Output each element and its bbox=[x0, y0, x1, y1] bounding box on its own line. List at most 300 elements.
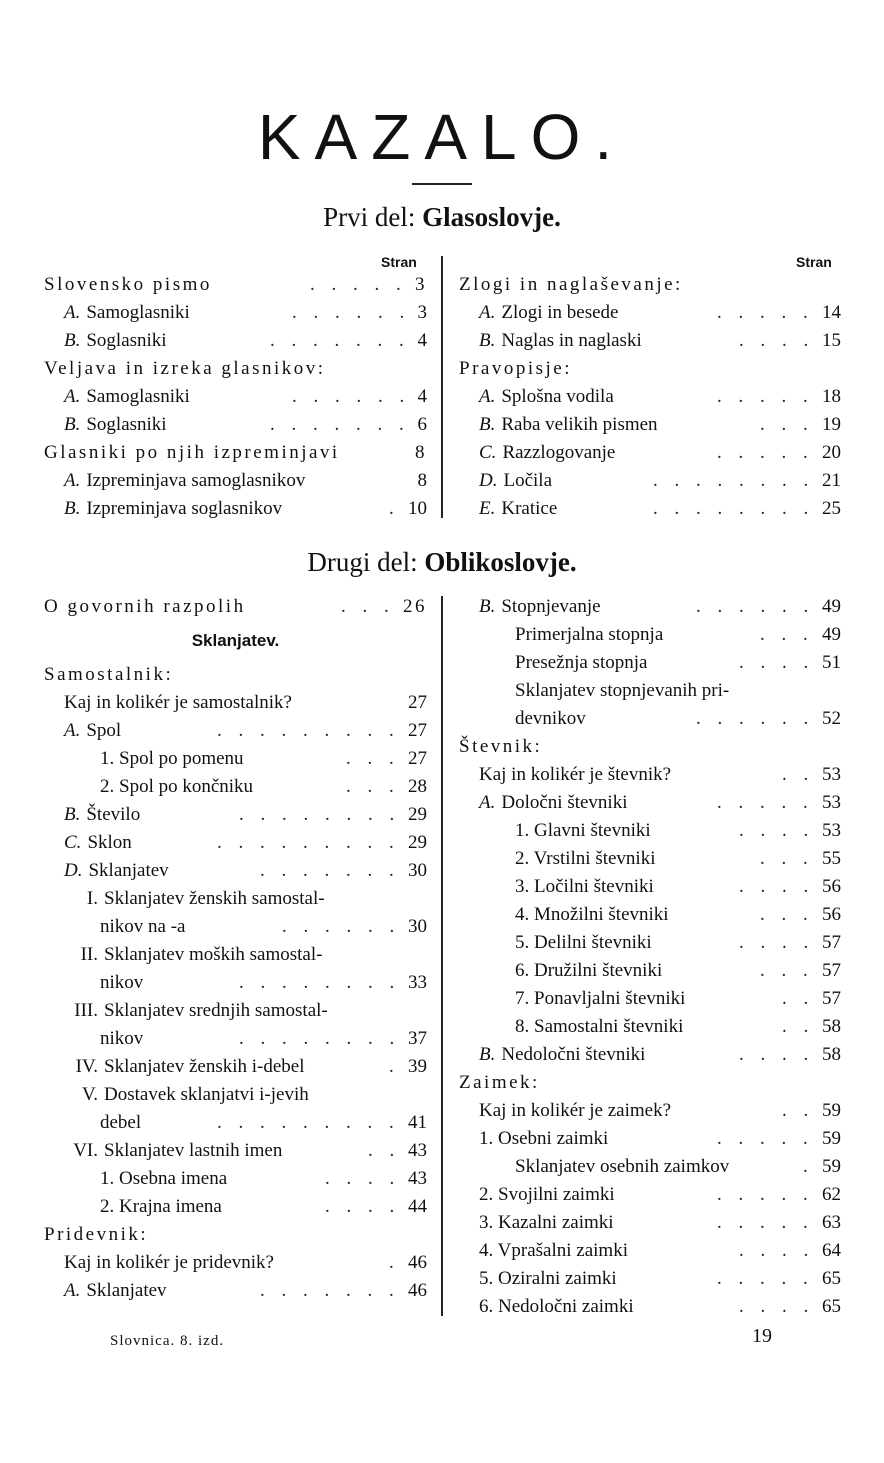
entry-label: nikov bbox=[100, 1028, 144, 1049]
page-number: 56 bbox=[822, 876, 841, 897]
entry-letter: B. bbox=[64, 330, 81, 351]
entry-label: 5. Delilni števniki bbox=[515, 932, 652, 953]
entry-text bbox=[479, 1293, 634, 1321]
entry-text bbox=[60, 885, 325, 913]
entry-letter: C. bbox=[64, 832, 82, 853]
entry-label: Presežnja stopnja bbox=[515, 652, 648, 673]
entry-letter: B. bbox=[479, 330, 496, 351]
toc-entry bbox=[459, 1125, 841, 1153]
column-divider bbox=[441, 596, 443, 1316]
leader-dots: . . . . . bbox=[717, 302, 814, 323]
leader-dots: . . . . bbox=[739, 1240, 815, 1261]
page-number: 27 bbox=[408, 748, 427, 769]
toc-entry bbox=[459, 327, 841, 355]
entry-text bbox=[515, 1013, 683, 1041]
entry-label: O govornih razpolih bbox=[44, 596, 246, 617]
entry-label: 1. Spol po pomenu bbox=[100, 748, 244, 769]
entry-label: Kratice bbox=[501, 498, 558, 519]
entry-text bbox=[64, 689, 292, 717]
entry-text bbox=[459, 355, 572, 383]
entry-label: Sklanjatev stopnjevanih pri- bbox=[515, 680, 730, 701]
leader-dots: . . . . bbox=[739, 932, 815, 953]
toc-entry bbox=[44, 495, 427, 523]
toc-entry bbox=[44, 299, 427, 327]
entry-label: Sklanjatev ženskih i-debel bbox=[104, 1056, 305, 1077]
toc-entry bbox=[459, 1153, 841, 1181]
leader-dots: . . . . . . . . bbox=[653, 470, 815, 491]
page-number: 37 bbox=[408, 1028, 427, 1049]
leader-dots: . . . . . . . bbox=[260, 1280, 400, 1301]
section-subheading: Sklanjatev. bbox=[191, 631, 280, 650]
page-number: 46 bbox=[408, 1252, 427, 1273]
toc-entry bbox=[44, 773, 427, 801]
entry-text bbox=[100, 1025, 143, 1053]
entry-label: Sklanjatev lastnih imen bbox=[104, 1140, 283, 1161]
toc-entry bbox=[459, 1013, 841, 1041]
entry-text bbox=[515, 985, 685, 1013]
entry-text bbox=[515, 845, 656, 873]
leader-dots: . . bbox=[782, 1016, 815, 1037]
entry-label: Stopnjevanje bbox=[501, 596, 601, 617]
entry-label: Pravopisje: bbox=[459, 358, 572, 379]
leader-dots: . . . . . . . . . bbox=[217, 832, 400, 853]
leader-dots: . bbox=[803, 1156, 814, 1177]
toc-entry bbox=[44, 1109, 427, 1137]
page-title: KAZALO. bbox=[257, 101, 627, 173]
entry-label: 5. Oziralni zaimki bbox=[479, 1268, 617, 1289]
entry-label: 3. Ločilni števniki bbox=[515, 876, 654, 897]
toc-entry bbox=[459, 495, 841, 523]
entry-letter: A. bbox=[64, 1280, 81, 1301]
part2-name: Oblikoslovje. bbox=[424, 547, 577, 577]
entry-text bbox=[479, 1237, 628, 1265]
entry-label: Pridevnik: bbox=[44, 1224, 149, 1245]
entry-label: 4. Množilni števniki bbox=[515, 904, 669, 925]
entry-text bbox=[100, 913, 185, 941]
page-number: 41 bbox=[408, 1112, 427, 1133]
entry-text bbox=[100, 969, 143, 997]
entry-text bbox=[515, 901, 669, 929]
entry-text bbox=[60, 1053, 305, 1081]
leader-dots: . . bbox=[782, 1100, 815, 1121]
toc-entry bbox=[44, 745, 427, 773]
page-number: 63 bbox=[822, 1212, 841, 1233]
entry-text bbox=[515, 677, 729, 705]
entry-text bbox=[64, 411, 167, 439]
page-number: 33 bbox=[408, 972, 427, 993]
entry-label: Dostavek sklanjatvi i-jevih bbox=[104, 1084, 309, 1105]
entry-letter: A. bbox=[64, 470, 81, 491]
toc-entry bbox=[459, 621, 841, 649]
entry-letter: C. bbox=[479, 442, 497, 463]
toc-entry bbox=[44, 1053, 427, 1081]
entry-label: Zaimek: bbox=[459, 1072, 540, 1093]
entry-letter: A. bbox=[64, 386, 81, 407]
entry-label: 1. Osebni zaimki bbox=[479, 1128, 609, 1149]
page-number: 59 bbox=[822, 1100, 841, 1121]
leader-dots: . . . . . bbox=[717, 1268, 814, 1289]
leader-dots: . . . . . . bbox=[292, 386, 411, 407]
entry-label: Števnik: bbox=[459, 736, 543, 757]
entry-label: 2. Krajna imena bbox=[100, 1196, 222, 1217]
entry-letter: B. bbox=[64, 414, 81, 435]
entry-text bbox=[64, 801, 140, 829]
toc-entry bbox=[459, 1293, 841, 1321]
leader-dots: . . . . bbox=[739, 820, 815, 841]
entry-text bbox=[479, 467, 552, 495]
entry-text bbox=[459, 733, 542, 761]
entry-text bbox=[100, 773, 253, 801]
page-number: 3 bbox=[415, 274, 427, 295]
leader-dots: . . . . bbox=[739, 330, 815, 351]
part2-left-column bbox=[44, 593, 427, 1305]
entry-label: Izpreminjava soglasnikov bbox=[86, 498, 283, 519]
entry-text bbox=[44, 1221, 148, 1249]
leader-dots: . . bbox=[782, 988, 815, 1009]
page-number: 52 bbox=[822, 708, 841, 729]
entry-label: Zlogi in besede bbox=[501, 302, 619, 323]
entry-text bbox=[60, 941, 322, 969]
page-number: 25 bbox=[822, 498, 841, 519]
page-number: 59 bbox=[822, 1128, 841, 1149]
entry-label: Samoglasniki bbox=[86, 386, 190, 407]
leader-dots: . . . bbox=[760, 848, 814, 869]
page-number: 4 bbox=[417, 386, 427, 407]
entry-label: Nedoločni števniki bbox=[501, 1044, 646, 1065]
entry-letter: B. bbox=[64, 804, 81, 825]
entry-label: Kaj in kolikér je samostalnik? bbox=[64, 692, 292, 713]
section-heading bbox=[44, 661, 427, 689]
stran-heading-left: Stran bbox=[381, 254, 417, 270]
entry-text bbox=[64, 327, 167, 355]
leader-dots: . . . . . . . . . bbox=[217, 1112, 400, 1133]
section-heading bbox=[459, 271, 841, 299]
entry-label: Soglasniki bbox=[86, 414, 167, 435]
entry-roman-numeral: III. bbox=[74, 1000, 98, 1021]
toc-entry bbox=[459, 929, 841, 957]
leader-dots: . . . . . . . . bbox=[239, 972, 401, 993]
entry-label: Sklanjatev bbox=[86, 1280, 167, 1301]
page-number: 15 bbox=[822, 330, 841, 351]
leader-dots: . . . . bbox=[739, 1296, 815, 1317]
entry-letter: A. bbox=[64, 720, 81, 741]
toc-entry bbox=[459, 1237, 841, 1265]
entry-text bbox=[44, 661, 173, 689]
toc-entry bbox=[44, 1165, 427, 1193]
toc-entry bbox=[459, 467, 841, 495]
entry-text bbox=[479, 327, 642, 355]
leader-dots: . . . . . bbox=[717, 1184, 814, 1205]
toc-entry bbox=[44, 1137, 427, 1165]
page-number: 51 bbox=[822, 652, 841, 673]
section-heading bbox=[44, 1221, 427, 1249]
section-heading bbox=[459, 733, 841, 761]
page-number: 4 bbox=[417, 330, 427, 351]
toc-entry bbox=[459, 901, 841, 929]
leader-dots: . . . . . bbox=[310, 274, 407, 295]
toc-entry bbox=[44, 327, 427, 355]
entry-label: 6. Nedoločni zaimki bbox=[479, 1296, 634, 1317]
toc-entry bbox=[44, 997, 427, 1025]
page-number: 57 bbox=[822, 988, 841, 1009]
page-number: 27 bbox=[408, 692, 427, 713]
entry-label: Samoglasniki bbox=[86, 302, 190, 323]
leader-dots: . . bbox=[368, 1140, 401, 1161]
leader-dots: . . . . bbox=[739, 1044, 815, 1065]
leader-dots: . . . . . . . . bbox=[239, 804, 401, 825]
entry-label: Sklanjatev bbox=[88, 860, 169, 881]
page-number: 30 bbox=[408, 916, 427, 937]
page-number: 57 bbox=[822, 932, 841, 953]
entry-label: Veljava in izreka glasnikov: bbox=[44, 358, 326, 379]
entry-text bbox=[515, 873, 654, 901]
toc-entry bbox=[459, 649, 841, 677]
page-number: 58 bbox=[822, 1016, 841, 1037]
toc-entry bbox=[459, 1265, 841, 1293]
toc-entry bbox=[44, 1249, 427, 1277]
leader-dots: . . . . bbox=[325, 1196, 401, 1217]
entry-letter: D. bbox=[479, 470, 498, 491]
page-number: 21 bbox=[822, 470, 841, 491]
toc-entry bbox=[459, 383, 841, 411]
page-number: 57 bbox=[822, 960, 841, 981]
entry-text bbox=[100, 1109, 141, 1137]
entry-text bbox=[479, 383, 614, 411]
toc-entry bbox=[459, 957, 841, 985]
entry-label: Sklanjatev srednjih samostal- bbox=[104, 1000, 328, 1021]
entry-text bbox=[64, 857, 169, 885]
entry-label: debel bbox=[100, 1112, 142, 1133]
page-number: 29 bbox=[408, 804, 427, 825]
entry-roman-numeral: IV. bbox=[75, 1056, 98, 1077]
entry-letter: D. bbox=[64, 860, 83, 881]
leader-dots: . bbox=[389, 1252, 400, 1273]
entry-text bbox=[64, 717, 121, 745]
entry-letter: A. bbox=[479, 386, 496, 407]
entry-label: devnikov bbox=[515, 708, 586, 729]
page-number: 43 bbox=[408, 1140, 427, 1161]
leader-dots: . . . . . . . . . bbox=[217, 720, 400, 741]
entry-text bbox=[64, 299, 190, 327]
leader-dots: . . . bbox=[760, 414, 814, 435]
entry-label: Kaj in kolikér je zaimek? bbox=[479, 1100, 672, 1121]
entry-label: Spol bbox=[86, 720, 122, 741]
toc-entry bbox=[44, 941, 427, 969]
entry-label: 7. Ponavljalni števniki bbox=[515, 988, 686, 1009]
entry-text bbox=[44, 271, 212, 299]
entry-label: Splošna vodila bbox=[501, 386, 614, 407]
entry-label: 2. Vrstilni števniki bbox=[515, 848, 656, 869]
entry-roman-numeral: II. bbox=[80, 944, 98, 965]
entry-text bbox=[100, 1193, 222, 1221]
entry-text bbox=[479, 439, 615, 467]
toc-entry bbox=[459, 299, 841, 327]
toc-entry bbox=[459, 411, 841, 439]
entry-letter: A. bbox=[479, 792, 496, 813]
entry-text bbox=[515, 817, 651, 845]
entry-label: Soglasniki bbox=[86, 330, 167, 351]
entry-label: Primerjalna stopnja bbox=[515, 624, 664, 645]
page-number: 43 bbox=[408, 1168, 427, 1189]
footer-page-number: 19 bbox=[752, 1325, 772, 1347]
entry-label: 1. Osebna imena bbox=[100, 1168, 228, 1189]
entry-label: Samostalnik: bbox=[44, 664, 174, 685]
entry-text bbox=[515, 705, 586, 733]
entry-label: Raba velikih pismen bbox=[501, 414, 658, 435]
page-number: 46 bbox=[408, 1280, 427, 1301]
leader-dots: . bbox=[389, 498, 400, 519]
leader-dots: . . . . . . . . bbox=[239, 1028, 401, 1049]
page-number: 19 bbox=[822, 414, 841, 435]
entry-roman-numeral: V. bbox=[81, 1084, 98, 1105]
toc-entry bbox=[44, 689, 427, 717]
page-number: 18 bbox=[822, 386, 841, 407]
leader-dots: . . bbox=[782, 764, 815, 785]
toc-entry bbox=[459, 817, 841, 845]
entry-label: Glasniki po njih izpreminjavi bbox=[44, 442, 340, 463]
entry-letter: A. bbox=[64, 302, 81, 323]
leader-dots: . . . . . bbox=[717, 442, 814, 463]
toc-entry bbox=[44, 801, 427, 829]
page-number: 53 bbox=[822, 820, 841, 841]
toc-entry bbox=[44, 913, 427, 941]
toc-entry bbox=[44, 829, 427, 857]
entry-text bbox=[64, 383, 190, 411]
entry-text bbox=[479, 789, 628, 817]
entry-label: Sklanjatev osebnih zaimkov bbox=[515, 1156, 730, 1177]
leader-dots: . . . . . . bbox=[292, 302, 411, 323]
entry-label: 2. Svojilni zaimki bbox=[479, 1184, 615, 1205]
toc-entry bbox=[44, 1277, 427, 1305]
leader-dots: . . . bbox=[760, 904, 814, 925]
toc-entry bbox=[459, 439, 841, 467]
toc-entry bbox=[44, 1081, 427, 1109]
toc-entry bbox=[459, 677, 841, 705]
leader-dots: . . . . . . bbox=[696, 708, 815, 729]
toc-entry bbox=[459, 1097, 841, 1125]
entry-label: Število bbox=[86, 804, 141, 825]
section-heading bbox=[44, 271, 427, 299]
section-heading bbox=[44, 355, 427, 383]
page-number: 62 bbox=[822, 1184, 841, 1205]
page-number: 29 bbox=[408, 832, 427, 853]
part1-left-column bbox=[44, 271, 427, 523]
entry-label: Naglas in naglaski bbox=[501, 330, 642, 351]
entry-letter: B. bbox=[64, 498, 81, 519]
entry-text bbox=[479, 593, 601, 621]
footer-book-title: Slovnica. 8. izd. bbox=[110, 1333, 225, 1349]
entry-label: nikov bbox=[100, 972, 144, 993]
leader-dots: . . . . bbox=[739, 876, 815, 897]
entry-text bbox=[515, 621, 663, 649]
leader-dots: . . . bbox=[341, 596, 395, 617]
entry-label: 2. Spol po končniku bbox=[100, 776, 254, 797]
toc-entry bbox=[459, 985, 841, 1013]
page-number: 8 bbox=[415, 442, 427, 463]
entry-text bbox=[515, 957, 662, 985]
entry-label: Kaj in kolikér je števnik? bbox=[479, 764, 672, 785]
entry-letter: B. bbox=[479, 1044, 496, 1065]
entry-text bbox=[60, 1137, 282, 1165]
part2-heading bbox=[0, 547, 884, 578]
entry-text bbox=[100, 745, 244, 773]
leader-dots: . . . . bbox=[739, 652, 815, 673]
page-number: 10 bbox=[408, 498, 427, 519]
section-heading bbox=[459, 355, 841, 383]
part1-right-column bbox=[459, 271, 841, 523]
entry-text bbox=[479, 1209, 614, 1237]
page-number: 27 bbox=[408, 720, 427, 741]
entry-text bbox=[479, 1181, 615, 1209]
entry-label: nikov na -a bbox=[100, 916, 186, 937]
leader-dots: . . . . . . . bbox=[260, 860, 400, 881]
entry-text bbox=[60, 997, 328, 1025]
toc-entry bbox=[459, 789, 841, 817]
toc-entry bbox=[44, 411, 427, 439]
leader-dots: . bbox=[389, 1056, 400, 1077]
entry-label: Izpreminjava samoglasnikov bbox=[86, 470, 306, 491]
page-number: 20 bbox=[822, 442, 841, 463]
toc-entry bbox=[44, 1193, 427, 1221]
entry-text bbox=[44, 439, 340, 467]
leader-dots: . . . . . . bbox=[696, 596, 815, 617]
entry-label: Sklon bbox=[87, 832, 132, 853]
entry-label: 8. Samostalni števniki bbox=[515, 1016, 684, 1037]
toc-entry bbox=[459, 1181, 841, 1209]
page-number: 55 bbox=[822, 848, 841, 869]
page-number: 30 bbox=[408, 860, 427, 881]
leader-dots: . . . . . . . . bbox=[653, 498, 815, 519]
page-number: 8 bbox=[417, 470, 427, 491]
page-number: 39 bbox=[408, 1056, 427, 1077]
part2-label: Drugi del: bbox=[307, 547, 418, 577]
page-number: 44 bbox=[408, 1196, 427, 1217]
entry-label: 6. Družilni števniki bbox=[515, 960, 663, 981]
stran-heading-right: Stran bbox=[796, 254, 832, 270]
page-number: 26 bbox=[403, 596, 427, 617]
section-heading bbox=[44, 593, 427, 621]
leader-dots: . . . . . . . bbox=[270, 414, 410, 435]
entry-text bbox=[64, 1277, 167, 1305]
toc-entry bbox=[44, 885, 427, 913]
entry-label: Sklanjatev ženskih samostal- bbox=[104, 888, 325, 909]
entry-text bbox=[479, 299, 619, 327]
entry-text bbox=[100, 1165, 227, 1193]
leader-dots: . . . bbox=[346, 776, 400, 797]
entry-label: 3. Kazalni zaimki bbox=[479, 1212, 614, 1233]
entry-letter: E. bbox=[479, 498, 496, 519]
entry-text bbox=[515, 649, 647, 677]
leader-dots: . . . bbox=[346, 748, 400, 769]
entry-label: Sklanjatev moških samostal- bbox=[104, 944, 323, 965]
leader-dots: . . . . . bbox=[717, 1128, 814, 1149]
toc-entry bbox=[44, 1025, 427, 1053]
entry-letter: A. bbox=[479, 302, 496, 323]
entry-text bbox=[479, 1041, 645, 1069]
page-number: 53 bbox=[822, 764, 841, 785]
page-number: 58 bbox=[822, 1044, 841, 1065]
entry-text bbox=[459, 1069, 540, 1097]
page-number: 49 bbox=[822, 624, 841, 645]
entry-label: Zlogi in naglaševanje: bbox=[459, 274, 683, 295]
entry-text bbox=[479, 1097, 671, 1125]
page-number: 14 bbox=[822, 302, 841, 323]
entry-text bbox=[64, 467, 305, 495]
title-rule bbox=[412, 183, 472, 185]
leader-dots: . . . . . . . bbox=[270, 330, 410, 351]
entry-text bbox=[64, 829, 132, 857]
leader-dots: . . . . . bbox=[717, 386, 814, 407]
